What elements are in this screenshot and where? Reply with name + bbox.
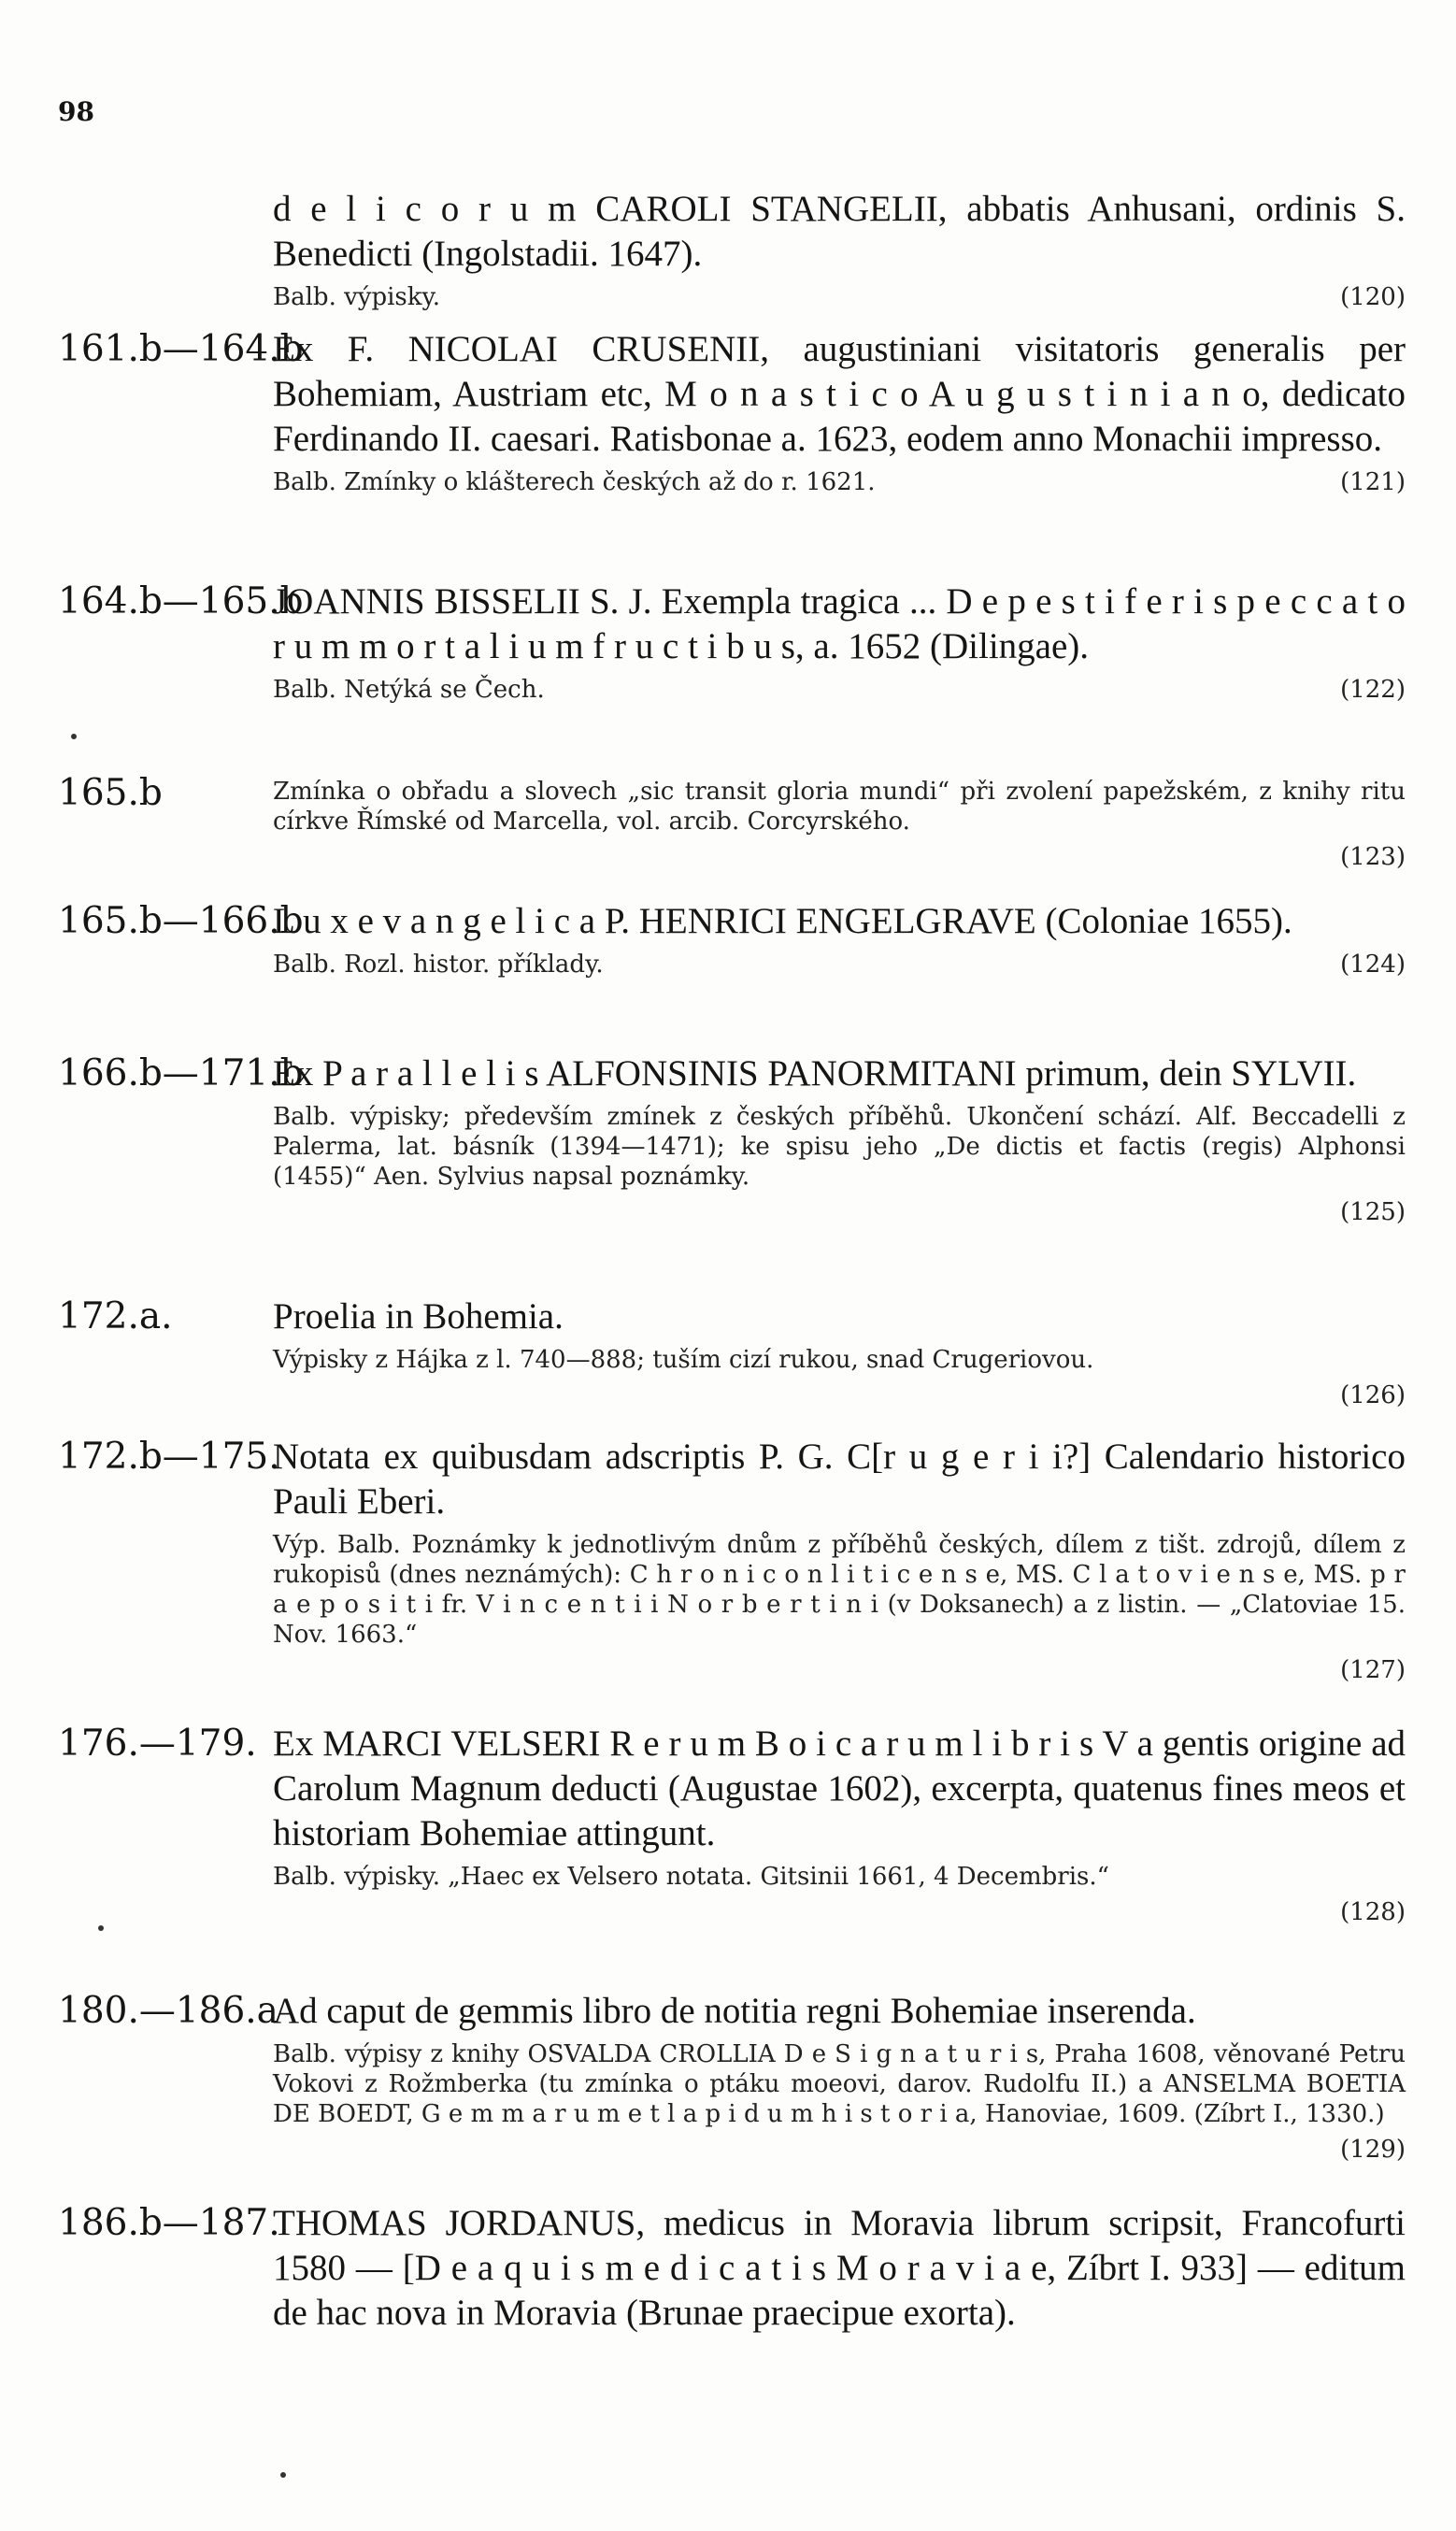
entry-main-text: Ex F. NICOLAI CRUSENII, augustiniani visitatoris generalis per Bohemiam, Austriam etc, M o n a s t i c o A u g u s t i n i a n o, dedicato Ferdinando II. caesari. Ratisbonae a. 1623, eodem anno Monachii impresso. xyxy=(273,329,1406,459)
scan-speck xyxy=(280,2472,286,2478)
catalog-entry xyxy=(58,1294,1413,1410)
entry-main-text: Ex P a r a l l e l i s ALFONSINIS PANORMITANI primum, dein SYLVII. xyxy=(273,1053,1357,1094)
entry-main-text: THOMAS JORDANUS, medicus in Moravia librum scripsit, Francofurti 1580 — [D e a q u i s m e d i c a t i s M o r a v i a e, Zíbrt I. 933] — editum de hac nova in Moravia (Brunae praecipue exorta). xyxy=(273,2203,1406,2333)
entry-note-line xyxy=(273,675,1406,705)
entry-note: Balb. výpisky; především zmínek z českých příběhů. Ukončení schází. Alf. Beccadelli z Palerma, lat. básník (1394—1471); ke spisu jeho „De dictis et factis (regis) Alphonsi (1455)“ Aen. Sylvius napsal poznámky. xyxy=(273,1103,1406,1191)
entry-main-text: JOANNIS BISSELII S. J. Exempla tragica ... D e p e s t i f e r i s p e c c a t o r u m m o r t a l i u m f r u c t i b u s, a. 1652 (Dilingae). xyxy=(273,581,1406,666)
catalog-entry xyxy=(58,1989,1413,2165)
entry-main-text: L u x e v a n g e l i c a P. HENRICI ENGELGRAVE (Coloniae 1655). xyxy=(273,901,1292,941)
entry-note: Zmínka o obřadu a slovech „sic transit gloria mundi“ při zvolení papežském, z knihy ritu církve Římské od Marcella, vol. arcib. Corcyrského. xyxy=(273,778,1406,836)
entry-folio-range: 180.—186.a xyxy=(58,1990,278,2032)
entry-folio-range: 165.b xyxy=(58,772,163,814)
catalog-entry xyxy=(58,1435,1413,1685)
entry-note: Balb. výpisy z knihy OSVALDA CROLLIA D e S i g n a t u r i s, Praha 1608, věnované Petru Vokovi z Rožmberka (tu zmínka o ptáku moeovi, darov. Rudolfu II.) a ANSELMA BOETIA DE BOEDT, G e m m a r u m e t l a p i d u m h i s t o r i a, Hanoviae, 1609. (Zíbrt I., 1330.) xyxy=(273,2040,1406,2128)
catalog-entry xyxy=(58,2201,1413,2336)
entry-note-line xyxy=(273,282,1406,312)
entry-main-text: Ad caput de gemmis libro de notitia regni Bohemiae inserenda. xyxy=(273,1991,1196,2031)
entry-code: (120) xyxy=(1340,283,1406,311)
entry-code: (126) xyxy=(1340,1381,1406,1409)
catalog-entry xyxy=(58,771,1413,872)
entry-code: (129) xyxy=(1340,2136,1406,2164)
entry-folio-range: 166.b—171.b xyxy=(58,1052,304,1094)
entry-code: (128) xyxy=(1340,1898,1406,1926)
scan-speck xyxy=(98,1925,104,1931)
catalog-entry xyxy=(58,1051,1413,1227)
entry-note-line xyxy=(273,467,1406,497)
entry-main-text: Ex MARCI VELSERI R e r u m B o i c a r u m l i b r i s V a gentis origine ad Carolum Magnum deducti (Augustae 1602), excerpta, quatenus fines meos et historiam Bohemiae attingunt. xyxy=(273,1723,1406,1853)
entry-note: Výpisky z Hájka z l. 740—888; tuším cizí rukou, snad Crugeriovou. xyxy=(273,1346,1094,1374)
catalog-entry xyxy=(58,187,1413,312)
entry-code: (127) xyxy=(1340,1656,1406,1684)
entry-main-text: Proelia in Bohemia. xyxy=(273,1296,564,1337)
entry-folio-range: 161.b—164.b xyxy=(58,328,304,370)
entry-code: (122) xyxy=(1340,676,1406,704)
entry-main-text: Notata ex quibusdam adscriptis P. G. C[r u g e r i i?] Calendario historico Pauli Eberi. xyxy=(273,1437,1406,1522)
catalog-entry xyxy=(58,327,1413,497)
entry-folio-range: 172.b—175. xyxy=(58,1436,280,1478)
entry-folio-range: 176.—179. xyxy=(58,1723,257,1765)
entry-code: (121) xyxy=(1340,468,1406,496)
entry-code: (124) xyxy=(1340,951,1406,979)
entry-note: Balb. Rozl. histor. příklady. xyxy=(273,951,604,979)
entry-code: (125) xyxy=(1340,1198,1406,1226)
entry-code: (123) xyxy=(1340,843,1406,871)
entry-main-text: d e l i c o r u m CAROLI STANGELII, abbatis Anhusani, ordinis S. Benedicti (Ingolstadii. 1647). xyxy=(273,189,1406,274)
entry-note: Balb. Zmínky o klášterech českých až do r. 1621. xyxy=(273,468,876,496)
entry-note: Balb. výpisky. xyxy=(273,283,441,311)
entry-note: Balb. výpisky. „Haec ex Velsero notata. Gitsinii 1661, 4 Decembris.“ xyxy=(273,1863,1109,1891)
entry-note: Balb. Netýká se Čech. xyxy=(273,676,545,704)
catalog-entry xyxy=(58,899,1413,980)
entry-folio-range: 165.b—166.b xyxy=(58,900,304,942)
entry-folio-range: 172.a. xyxy=(58,1295,173,1337)
catalog-entry xyxy=(58,1722,1413,1927)
entry-note: Výp. Balb. Poznámky k jednotlivým dnům z příběhů českých, dílem z tišt. zdrojů, dílem z rukopisů (dnes neznámých): C h r o n i c o n l i t i c e n s e, MS. C l a t o v i e n s e, MS. p r a e p o s i t i fr. V i n c e n t i i N o r b e r t i n i (v Doksanech) a z listin. — „Clatoviae 15. Nov. 1663.“ xyxy=(273,1531,1406,1649)
entry-folio-range: 186.b—187. xyxy=(58,2202,280,2244)
scan-speck xyxy=(71,734,77,739)
entry-folio-range: 164.b—165.b xyxy=(58,580,304,622)
entry-note-line xyxy=(273,950,1406,980)
catalog-entry xyxy=(58,579,1413,705)
page-number: 98 xyxy=(58,96,94,127)
